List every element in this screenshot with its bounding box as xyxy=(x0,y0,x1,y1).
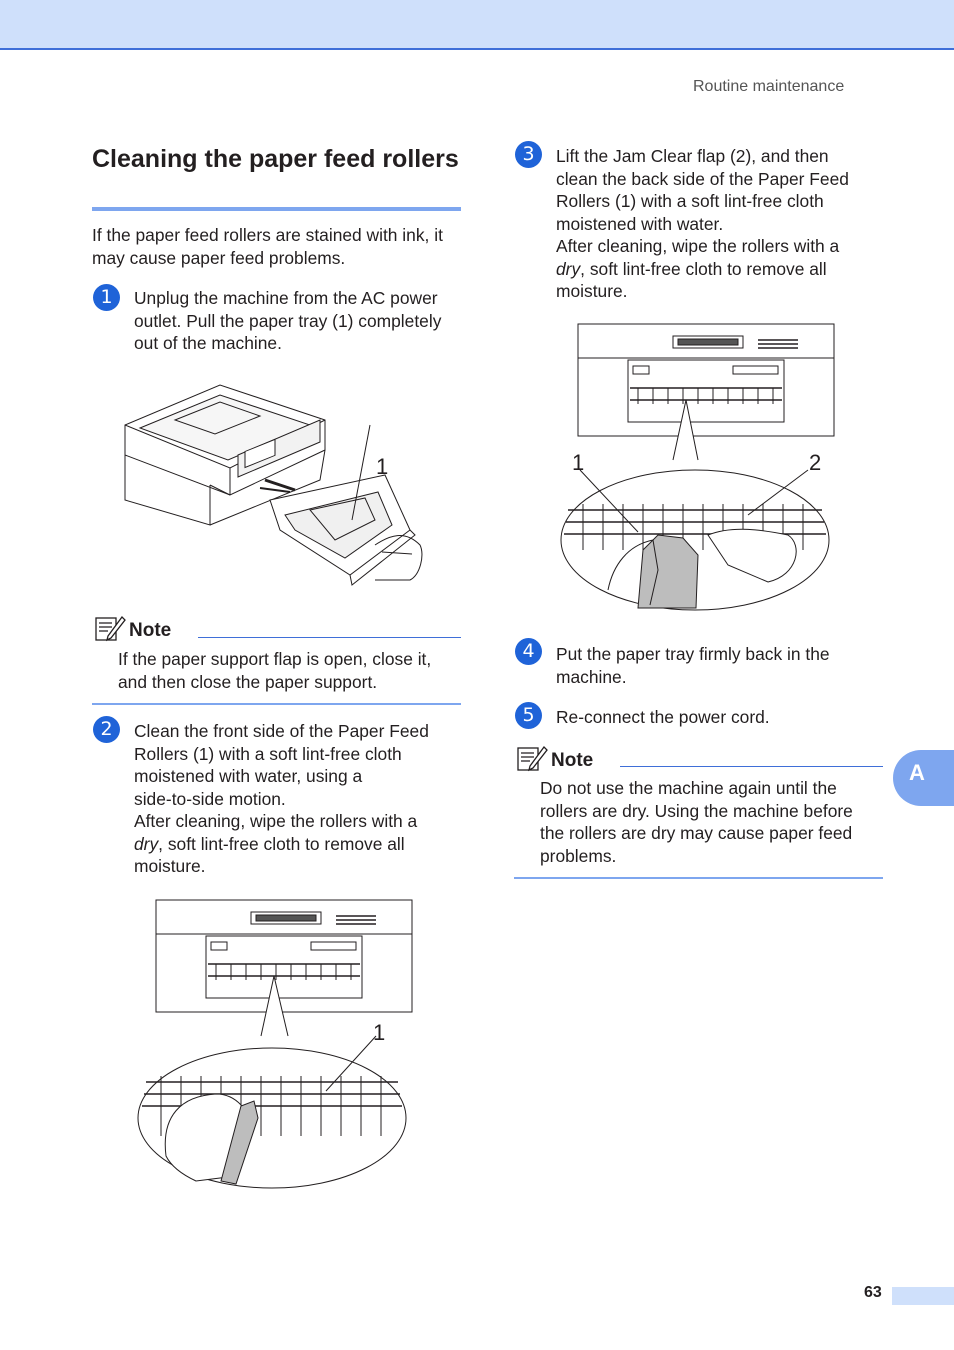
note-bottom-rule xyxy=(514,877,883,879)
note-2-line: rollers are dry. Using the machine before xyxy=(540,800,853,821)
intro-text: If the paper feed rollers are stained with ink, it may cause paper feed problems. xyxy=(92,225,443,268)
step-2-line: moisture. xyxy=(134,856,206,876)
italic-dry: dry xyxy=(134,833,159,854)
step-1-line: outlet. Pull the paper tray (1) completely xyxy=(134,310,442,331)
step-2-line: side-to-side motion. xyxy=(134,788,286,809)
note-divider xyxy=(198,637,461,638)
step-2-line: After cleaning, wipe the rollers with a xyxy=(134,811,418,831)
step-3-text xyxy=(556,145,886,303)
note-1-line: and then close the paper support. xyxy=(118,671,378,692)
callout-label: 1 xyxy=(572,450,585,475)
step-5-text xyxy=(556,706,886,729)
step-3-line: clean the back side of the Paper Feed xyxy=(556,168,849,189)
step-1-line: Unplug the machine from the AC power xyxy=(134,288,438,308)
step-2-line: Rollers (1) with a soft lint-free cloth xyxy=(134,743,402,764)
step-2-line-rest: , soft lint-free cloth to remove all xyxy=(158,833,405,854)
note-1-body xyxy=(118,648,463,693)
step-1-line: out of the machine. xyxy=(134,333,282,353)
running-header: Routine maintenance xyxy=(693,78,845,95)
italic-dry: dry xyxy=(556,258,581,279)
step-2-line xyxy=(134,833,464,856)
step-4-line: Put the paper tray firmly back in the xyxy=(556,644,830,664)
step-1-badge: 1 xyxy=(93,284,120,311)
callout-label: 2 xyxy=(809,450,822,475)
step-4-line: machine. xyxy=(556,666,627,687)
step-2-line: Clean the front side of the Paper Feed xyxy=(134,721,429,741)
header-band xyxy=(0,0,954,50)
page-number: 63 xyxy=(864,1284,882,1301)
step-4-badge: 4 xyxy=(515,638,542,665)
step-5-line: Re-connect the power cord. xyxy=(556,707,770,727)
side-tab-label: A xyxy=(909,760,925,785)
step-2-line: moistened with water, using a xyxy=(134,766,363,786)
step-2-badge: 2 xyxy=(93,716,120,743)
step-3-badge: 3 xyxy=(515,141,542,168)
page-number-tab xyxy=(892,1287,954,1305)
step-3-line: Lift the Jam Clear flap (2), and then xyxy=(556,146,829,166)
printer-tray-illustration xyxy=(120,380,440,590)
back-rollers-illustration xyxy=(558,320,838,615)
note-divider xyxy=(620,766,883,767)
note-icon xyxy=(516,744,548,772)
callout-label: 1 xyxy=(376,454,389,479)
step-3-line xyxy=(556,258,886,281)
title-rule xyxy=(92,207,461,211)
callout-label: 1 xyxy=(373,1020,386,1045)
intro-paragraph xyxy=(92,224,462,269)
note-1-line: If the paper support flap is open, close it, xyxy=(118,649,432,669)
note-2-line: the rollers are dry may cause paper feed xyxy=(540,823,853,843)
note-heading: Note xyxy=(129,620,172,641)
step-1-text xyxy=(134,287,464,355)
note-2-line: problems. xyxy=(540,845,617,866)
step-2-text xyxy=(134,720,464,878)
note-heading: Note xyxy=(551,750,594,771)
step-3-line: Rollers (1) with a soft lint-free cloth xyxy=(556,191,824,211)
step-3-line: moisture. xyxy=(556,281,628,301)
step-5-badge: 5 xyxy=(515,702,542,729)
note-2-line: Do not use the machine again until the xyxy=(540,778,837,798)
step-4-text xyxy=(556,643,886,688)
step-3-line: moistened with water. xyxy=(556,213,724,234)
section-title: Cleaning the paper feed rollers xyxy=(92,145,459,173)
step-3-line: After cleaning, wipe the rollers with a xyxy=(556,236,840,256)
note-2-body xyxy=(540,777,885,867)
step-3-line-rest: , soft lint-free cloth to remove all xyxy=(580,258,827,279)
note-bottom-rule xyxy=(92,703,461,705)
note-icon xyxy=(94,614,126,642)
